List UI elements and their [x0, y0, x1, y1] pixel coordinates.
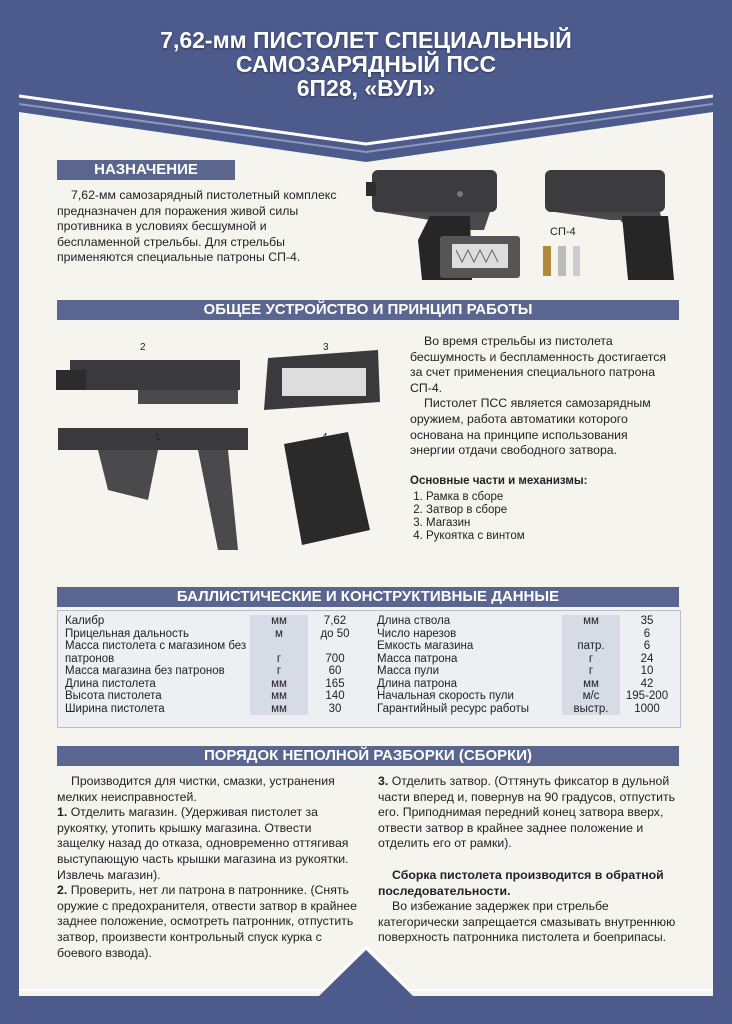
- spec-name: Высота пистолета: [65, 690, 162, 702]
- disassembly-right-column: [378, 774, 678, 946]
- design-heading: ОБЩЕЕ УСТРОЙСТВО И ПРИНЦИП РАБОТЫ: [57, 300, 679, 320]
- title-line-2: САМОЗАРЯДНЫЙ ПСС: [235, 51, 497, 77]
- disassembly-step-3: [378, 774, 678, 852]
- grip-photo: [284, 432, 370, 545]
- spec-name: Масса магазина без патронов: [65, 665, 225, 677]
- spec-name: Длина пистолета: [65, 677, 156, 690]
- spec-value: 700: [325, 652, 345, 665]
- disassembly-intro: Производится для чистки, смазки, устранения мелких неисправностей.: [57, 774, 335, 804]
- spec-row: [62, 678, 362, 691]
- title-line-3: 6П28, «ВУЛ»: [296, 75, 436, 101]
- magazine-part-photo: [264, 350, 380, 410]
- spec-value: 7,62: [323, 615, 347, 627]
- parts-photos: [48, 340, 388, 555]
- spec-value: 42: [640, 677, 654, 690]
- parts-list-item: 1. Рамка в сборе: [426, 491, 676, 504]
- parts-list-item: 2. Затвор в сборе: [426, 504, 676, 517]
- spec-unit: г: [562, 653, 620, 666]
- spec-value: 10: [640, 665, 654, 677]
- spec-value: 60: [328, 665, 342, 677]
- spec-value: 165: [325, 677, 345, 690]
- design-para-1: Во время стрельбы из пистолета бесшумность и беспламенность достигается за счет применения специального патрона СП-4.: [410, 334, 667, 395]
- spec-name: Гарантийный ресурс работы: [377, 702, 530, 715]
- lubrication-warning: Во избежание задержек при стрельбе категорически запрещается смазывать внутреннюю поверхность патронника пистолета и боеприпасы.: [378, 899, 676, 945]
- spec-value: 140: [325, 690, 345, 702]
- purpose-heading: НАЗНАЧЕНИЕ: [57, 160, 235, 180]
- spec-value: до 50: [320, 627, 350, 640]
- part-label-3: 3: [323, 342, 329, 353]
- spec-name: Прицельная дальность: [65, 627, 189, 640]
- spec-row: [374, 653, 674, 666]
- parts-list: [410, 491, 676, 543]
- spec-value: 195-200: [625, 690, 669, 702]
- parts-list-item: 4. Рукоятка с винтом: [426, 530, 676, 543]
- spec-unit: г: [562, 665, 620, 678]
- spec-value: 24: [640, 652, 654, 665]
- part-label-1: 1: [155, 432, 161, 443]
- spec-row: [62, 703, 362, 716]
- slide-photo: [56, 360, 240, 404]
- spec-unit: м: [250, 628, 308, 641]
- spec-unit: выстр.: [562, 703, 620, 716]
- spec-row: [374, 628, 674, 641]
- step-number: 3.: [378, 774, 389, 788]
- specs-table-box: [57, 610, 681, 728]
- spec-unit: мм: [250, 678, 308, 691]
- poster-title: [0, 28, 732, 100]
- disassembly-step-2: [57, 883, 357, 961]
- spec-row: [62, 690, 362, 703]
- cartridge-label: СП-4: [550, 226, 576, 238]
- spec-value: 35: [640, 615, 654, 627]
- spec-unit: мм: [250, 703, 308, 716]
- magazine-photo: [440, 236, 520, 278]
- disassembly-left-column: [57, 774, 357, 961]
- spec-name: Калибр: [65, 615, 105, 627]
- assembly-note: Сборка пистолета производится в обратной последовательности.: [378, 867, 664, 898]
- spec-unit: мм: [250, 690, 308, 703]
- step-number: 2.: [57, 883, 68, 898]
- spec-name: Ширина пистолета: [65, 702, 165, 715]
- spec-row: [62, 615, 362, 628]
- spec-unit: г: [250, 640, 308, 665]
- spec-name: Емкость магазина: [377, 640, 474, 652]
- spec-name: Длина ствола: [377, 615, 451, 627]
- spec-unit: м/с: [562, 690, 620, 703]
- specs-table-right: [374, 615, 674, 715]
- disassembly-heading: ПОРЯДОК НЕПОЛНОЙ РАЗБОРКИ (СБОРКИ): [57, 746, 679, 766]
- spec-row: [374, 703, 674, 716]
- specs-heading: БАЛЛИСТИЧЕСКИЕ И КОНСТРУКТИВНЫЕ ДАННЫЕ: [57, 587, 679, 607]
- step-number: 1.: [57, 805, 68, 820]
- step-text: Проверить, нет ли патрона в патроннике. (Снять оружие с предохранителя, отвести затвор в крайнее заднее положение, осмотреть патронник, отпустить затвор, произвести контрольный спуск курка с боевого взвода).: [57, 883, 357, 960]
- design-para-2: Пистолет ПСС является самозарядным оружием, работа автоматики которого основана на принципе использования энергии отдачи свободного затвора.: [410, 396, 651, 458]
- parts-heading: Основные части и механизмы:: [410, 475, 588, 487]
- spec-name: Начальная скорость пули: [377, 690, 514, 702]
- spec-row: [374, 690, 674, 703]
- spec-row: [62, 640, 362, 665]
- spec-unit: мм: [562, 678, 620, 691]
- parts-list-item: 3. Магазин: [426, 517, 676, 530]
- spec-value: 30: [328, 702, 342, 715]
- spec-unit: патр.: [562, 640, 620, 653]
- step-text: Отделить магазин. (Удерживая пистолет за рукоятку, утопить крышку магазина. Отвести защелку назад до отказа, одновременно оттягивая выступающую часть крышки магазина из рукоятки. Извлечь магазин).: [57, 805, 349, 882]
- spec-row: [374, 678, 674, 691]
- spec-value: 6: [643, 640, 651, 652]
- spec-unit: мм: [250, 615, 308, 628]
- disassembly-step-1: [57, 805, 357, 883]
- part-label-2: 2: [140, 342, 146, 353]
- spec-name: Масса пистолета с магазином без патронов: [65, 640, 247, 665]
- spec-name: Длина патрона: [377, 677, 458, 690]
- spec-unit: мм: [562, 615, 620, 628]
- spec-row: [62, 628, 362, 641]
- spec-name: Число нарезов: [377, 627, 457, 640]
- spec-row: [374, 640, 674, 653]
- step-text: Отделить затвор. (Оттянуть фиксатор в дульной части вперед и, повернув на 90 градусов, отпустить его. Приподнимая передний конец затвора вверх, отвести затвор в крайнее заднее положение и отделить его от рамки).: [378, 774, 676, 851]
- title-line-1: 7,62-мм ПИСТОЛЕТ СПЕЦИАЛЬНЫЙ: [160, 27, 572, 53]
- spec-name: Масса патрона: [377, 652, 458, 665]
- purpose-text: 7,62-мм самозарядный пистолетный комплекс предназначен для поражения живой силы противника в условиях бесшумной и беспламенной стрельбы. Для стрельбы применяются специальные патроны СП-4.: [57, 188, 337, 265]
- spec-row: [374, 665, 674, 678]
- spec-value: 1000: [634, 702, 660, 715]
- spec-unit: г: [250, 665, 308, 678]
- cartridge-photos: [543, 246, 580, 276]
- spec-value: 6: [643, 627, 651, 640]
- pistol-photos: [360, 160, 680, 285]
- specs-table-left: [62, 615, 362, 715]
- part-label-4: 4: [322, 432, 328, 443]
- spec-row: [374, 615, 674, 628]
- frame-photo: [58, 428, 248, 550]
- spec-row: [62, 665, 362, 678]
- spec-name: Масса пули: [377, 665, 440, 677]
- design-text: [410, 334, 676, 459]
- spec-unit: [562, 628, 620, 641]
